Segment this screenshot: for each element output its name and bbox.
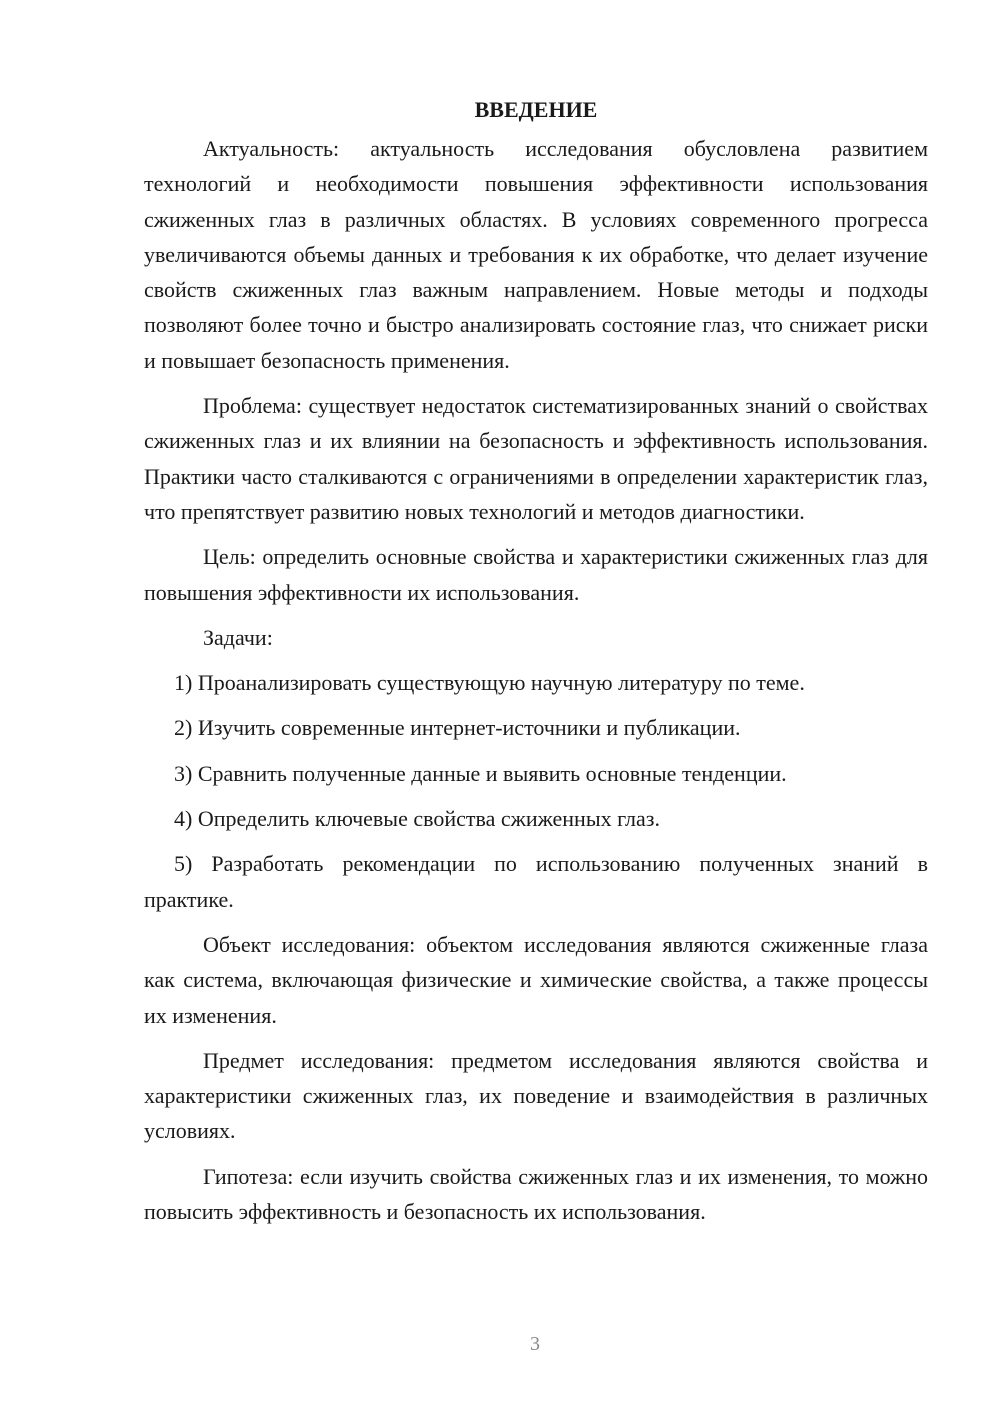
paragraph-subject: Предмет исследования: предметом исследования являются свойства и характеристики сжиженных глаз, их поведение и взаимодействия в различных условиях. <box>144 1047 928 1144</box>
tasks-heading: Задачи: <box>203 624 273 650</box>
task-item-1: 1) Проанализировать существующую научную литературу по теме. <box>174 670 805 696</box>
page-number: 3 <box>530 1333 540 1355</box>
paragraph-goal: Цель: определить основные свойства и характеристики сжиженных глаз для повышения эффективности их использования. <box>144 544 928 605</box>
task-item-4: 4) Определить ключевые свойства сжиженных глаз. <box>174 806 660 832</box>
paragraph-problem: Проблема: существует недостаток систематизированных знаний о свойствах сжиженных глаз и их влиянии на безопасность и эффективность использования. Практики часто сталкиваются с ограничениями в определении характеристик глаз, что препятствует развитию новых технологий и методов диагностики. <box>144 393 928 524</box>
paragraph-hypothesis: Гипотеза: если изучить свойства сжиженных глаз и их изменения, то можно повысить эффективность и безопасность их использования. <box>144 1163 928 1225</box>
task-item-3: 3) Сравнить полученные данные и выявить основные тенденции. <box>174 760 787 786</box>
document-page <box>144 92 928 1239</box>
task-item-2: 2) Изучить современные интернет-источники и публикации. <box>174 715 741 741</box>
paragraph-relevance: Актуальность: актуальность исследования обусловлена развитием технологий и необходимости повышения эффективности использования сжиженных глаз в различных областях. В условиях современного прогресса увеличиваются объемы данных и требования к их обработке, что делает изучение свойств сжиженных глаз важным направлением. Новые методы и подходы позволяют более точно и быстро анализировать состояние глаз, что снижает риски и повышает безопасность применения. <box>144 136 928 373</box>
paragraph-object: Объект исследования: объектом исследования являются сжиженные глаза как система, включающая физические и химические свойства, а также процессы их изменения. <box>144 931 928 1028</box>
section-title: ВВЕДЕНИЕ <box>474 97 598 122</box>
task-item-5: 5) Разработать рекомендации по использованию полученных знаний в практике. <box>144 851 928 912</box>
